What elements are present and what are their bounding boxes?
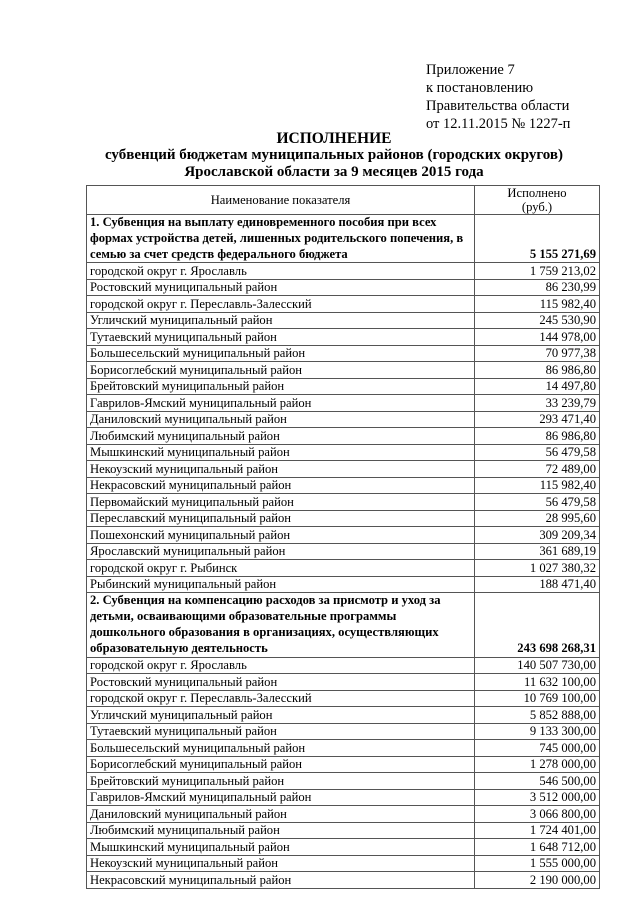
- table-row: [87, 378, 600, 395]
- executed-amount: 86 986,80: [475, 362, 600, 379]
- executed-amount: 56 479,58: [475, 444, 600, 461]
- municipality-name: городской округ г. Рыбинск: [87, 560, 475, 577]
- municipality-name: городской округ г. Переславль-Залесский: [87, 690, 475, 707]
- appendix-header: [426, 61, 570, 133]
- table-row: [87, 576, 600, 593]
- executed-amount: 33 239,79: [475, 395, 600, 412]
- table-row: [87, 329, 600, 346]
- municipality-name: Даниловский муниципальный район: [87, 806, 475, 823]
- executed-amount: 2 190 000,00: [475, 872, 600, 889]
- municipality-name: Рыбинский муниципальный район: [87, 576, 475, 593]
- executed-amount: 1 724 401,00: [475, 822, 600, 839]
- table-row: [87, 527, 600, 544]
- section-total: 243 698 268,31: [475, 593, 600, 657]
- table-row: [87, 806, 600, 823]
- municipality-name: городской округ г. Ярославль: [87, 657, 475, 674]
- title-main: ИСПОЛНЕНИЕ: [276, 130, 392, 147]
- table-row: [87, 543, 600, 560]
- table-row: [87, 756, 600, 773]
- municipality-name: Переславский муниципальный район: [87, 510, 475, 527]
- municipality-name: Брейтовский муниципальный район: [87, 773, 475, 790]
- executed-amount: 115 982,40: [475, 477, 600, 494]
- municipality-name: Тутаевский муниципальный район: [87, 329, 475, 346]
- executed-amount: 5 852 888,00: [475, 707, 600, 724]
- executed-amount: 10 769 100,00: [475, 690, 600, 707]
- executed-amount: 86 230,99: [475, 279, 600, 296]
- municipality-name: Любимский муниципальный район: [87, 822, 475, 839]
- table-row: [87, 345, 600, 362]
- table-row: [87, 444, 600, 461]
- executed-amount: 309 209,34: [475, 527, 600, 544]
- municipality-name: Большесельский муниципальный район: [87, 345, 475, 362]
- document-title: [0, 130, 640, 181]
- executed-amount: 56 479,58: [475, 494, 600, 511]
- table-row: [87, 740, 600, 757]
- table-row: [87, 773, 600, 790]
- municipality-name: Любимский муниципальный район: [87, 428, 475, 445]
- appendix-number: Приложение 7: [426, 62, 515, 78]
- municipality-name: Мышкинский муниципальный район: [87, 444, 475, 461]
- executed-amount: 11 632 100,00: [475, 674, 600, 691]
- executed-amount: 28 995,60: [475, 510, 600, 527]
- executed-amount: 745 000,00: [475, 740, 600, 757]
- table-row: [87, 822, 600, 839]
- executed-amount: 115 982,40: [475, 296, 600, 313]
- executed-amount: 188 471,40: [475, 576, 600, 593]
- table-row: [87, 707, 600, 724]
- executed-amount: 1 759 213,02: [475, 263, 600, 280]
- table-row: [87, 296, 600, 313]
- municipality-name: Пошехонский муниципальный район: [87, 527, 475, 544]
- municipality-name: Ростовский муниципальный район: [87, 674, 475, 691]
- executed-amount: 3 066 800,00: [475, 806, 600, 823]
- executed-amount: 361 689,19: [475, 543, 600, 560]
- executed-amount: 293 471,40: [475, 411, 600, 428]
- column-header-value-l1: Исполнено: [507, 186, 567, 200]
- table-row: [87, 395, 600, 412]
- executed-amount: 1 648 712,00: [475, 839, 600, 856]
- municipality-name: городской округ г. Ярославль: [87, 263, 475, 280]
- appendix-ref: к постановлению: [426, 80, 534, 96]
- appendix-authority: Правительства области: [426, 98, 570, 114]
- column-header-value-l2: (руб.): [521, 200, 553, 214]
- appendix-date: от 12.11.2015 № 1227-п: [426, 116, 571, 132]
- title-sub-2: Ярославской области за 9 месяцев 2015 года: [184, 164, 484, 180]
- executed-amount: 245 530,90: [475, 312, 600, 329]
- executed-amount: 86 986,80: [475, 428, 600, 445]
- municipality-name: Угличский муниципальный район: [87, 312, 475, 329]
- table-row: [87, 839, 600, 856]
- municipality-name: Некоузский муниципальный район: [87, 461, 475, 478]
- table-row: [87, 362, 600, 379]
- table-row: [87, 723, 600, 740]
- section-row: [87, 593, 600, 657]
- executed-amount: 3 512 000,00: [475, 789, 600, 806]
- municipality-name: Первомайский муниципальный район: [87, 494, 475, 511]
- budget-table: [86, 185, 600, 889]
- executed-amount: 144 978,00: [475, 329, 600, 346]
- municipality-name: Брейтовский муниципальный район: [87, 378, 475, 395]
- executed-amount: 140 507 730,00: [475, 657, 600, 674]
- table-row: [87, 312, 600, 329]
- table-row: [87, 411, 600, 428]
- table-row: [87, 279, 600, 296]
- municipality-name: Ростовский муниципальный район: [87, 279, 475, 296]
- municipality-name: Мышкинский муниципальный район: [87, 839, 475, 856]
- municipality-name: Некоузский муниципальный район: [87, 855, 475, 872]
- executed-amount: 546 500,00: [475, 773, 600, 790]
- table-header-row: [87, 186, 600, 215]
- table-row: [87, 428, 600, 445]
- municipality-name: Угличский муниципальный район: [87, 707, 475, 724]
- table-row: [87, 855, 600, 872]
- column-header-name: Наименование показателя: [87, 186, 475, 215]
- table-row: [87, 477, 600, 494]
- executed-amount: 70 977,38: [475, 345, 600, 362]
- table-row: [87, 872, 600, 889]
- municipality-name: Некрасовский муниципальный район: [87, 872, 475, 889]
- table-body: [87, 215, 600, 889]
- executed-amount: 14 497,80: [475, 378, 600, 395]
- table-row: [87, 690, 600, 707]
- section-title: 1. Субвенция на выплату единовременного пособия при всех формах устройства детей, лишенных родительского попечения, в семью за счет средств федерального бюджета: [87, 215, 475, 263]
- column-header-value: [475, 186, 600, 215]
- table-row: [87, 263, 600, 280]
- table-row: [87, 560, 600, 577]
- executed-amount: 72 489,00: [475, 461, 600, 478]
- table-row: [87, 494, 600, 511]
- municipality-name: Борисоглебский муниципальный район: [87, 756, 475, 773]
- section-row: [87, 215, 600, 263]
- municipality-name: Даниловский муниципальный район: [87, 411, 475, 428]
- table-row: [87, 657, 600, 674]
- table-row: [87, 674, 600, 691]
- section-total: 5 155 271,69: [475, 215, 600, 263]
- table-row: [87, 789, 600, 806]
- executed-amount: 1 278 000,00: [475, 756, 600, 773]
- municipality-name: Некрасовский муниципальный район: [87, 477, 475, 494]
- executed-amount: 1 555 000,00: [475, 855, 600, 872]
- municipality-name: Борисоглебский муниципальный район: [87, 362, 475, 379]
- municipality-name: Ярославский муниципальный район: [87, 543, 475, 560]
- table-row: [87, 510, 600, 527]
- executed-amount: 1 027 380,32: [475, 560, 600, 577]
- table-row: [87, 461, 600, 478]
- municipality-name: городской округ г. Переславль-Залесский: [87, 296, 475, 313]
- section-title: 2. Субвенция на компенсацию расходов за присмотр и уход за детьми, осваивающими образовательные программы дошкольного образования в организациях, осуществляющих образовательную деятельность: [87, 593, 475, 657]
- municipality-name: Тутаевский муниципальный район: [87, 723, 475, 740]
- title-sub-1: субвенций бюджетам муниципальных районов (городских округов): [104, 147, 564, 163]
- executed-amount: 9 133 300,00: [475, 723, 600, 740]
- municipality-name: Гаврилов-Ямский муниципальный район: [87, 395, 475, 412]
- municipality-name: Большесельский муниципальный район: [87, 740, 475, 757]
- municipality-name: Гаврилов-Ямский муниципальный район: [87, 789, 475, 806]
